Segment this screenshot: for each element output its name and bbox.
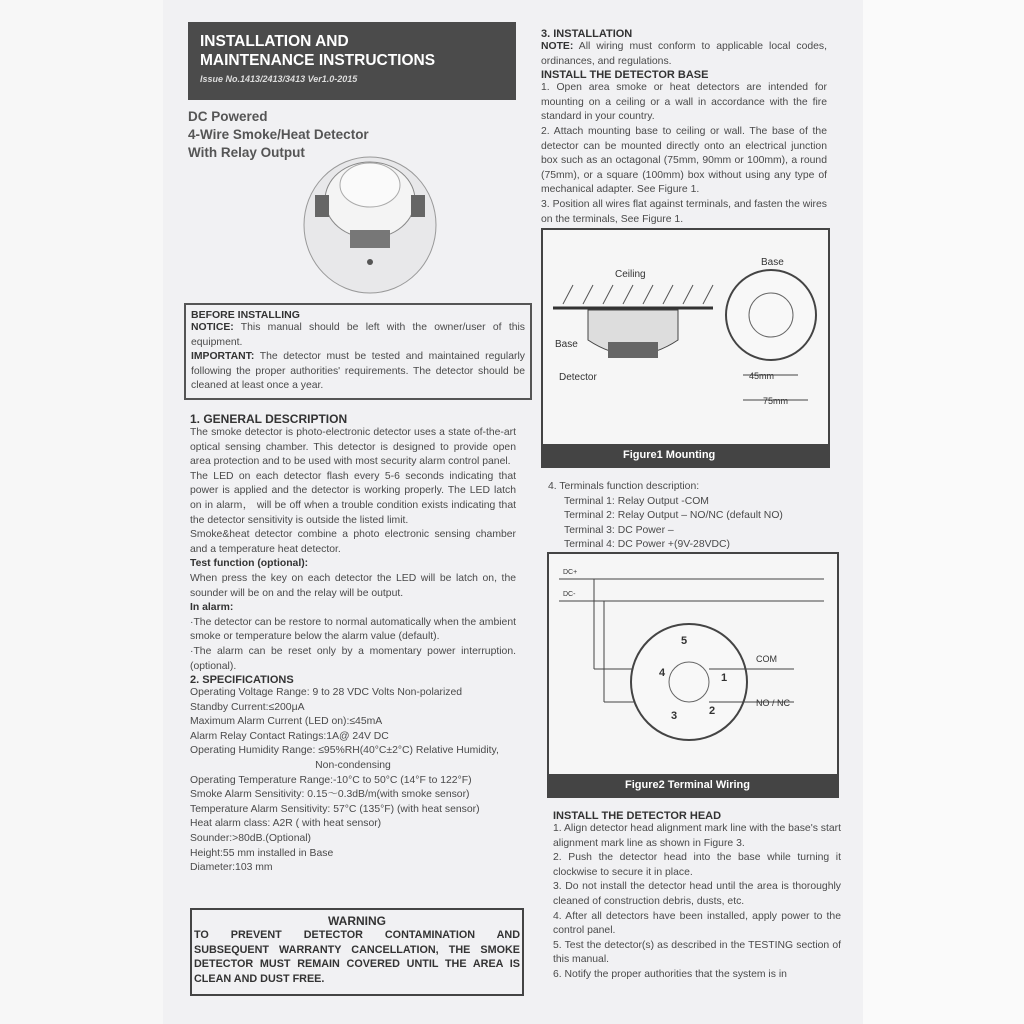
terminals-section bbox=[548, 480, 834, 553]
product-line1: DC Powered bbox=[188, 109, 268, 124]
list-item: Standby Current:≤200μA bbox=[190, 701, 305, 713]
no-nc-label: NO / NC bbox=[756, 698, 791, 708]
list-item: Height:55 mm installed in Base bbox=[190, 847, 334, 859]
list-item: 1. Align detector head alignment mark line with the base's start alignment mark line as shown in Figure 3. bbox=[553, 823, 841, 849]
background-left bbox=[0, 0, 165, 1024]
list-item: Terminal 2: Relay Output – NO/NC (default NO) bbox=[564, 510, 783, 522]
title-line2: MAINTENANCE INSTRUCTIONS bbox=[200, 52, 436, 69]
notice-text: This manual should be left with the owner/user of this equipment. bbox=[191, 322, 525, 348]
notice-label: NOTICE: bbox=[191, 322, 234, 333]
left-column bbox=[190, 412, 516, 876]
specs-list bbox=[190, 686, 516, 876]
list-item: Terminal 3: DC Power – bbox=[564, 524, 674, 536]
figure1-caption: Figure1 Mounting bbox=[543, 444, 828, 466]
terminals-heading: 4. Terminals function description: bbox=[548, 481, 700, 492]
general-heading: 1. GENERAL DESCRIPTION bbox=[190, 412, 348, 426]
terminal-3: 3 bbox=[671, 710, 678, 722]
list-item: 3. Do not install the detector head until the area is thoroughly cleaned of construction debris, dusts, etc. bbox=[553, 881, 841, 907]
list-item: Terminal 4: DC Power +(9V-28VDC) bbox=[564, 539, 731, 551]
base-heading: INSTALL THE DETECTOR BASE bbox=[541, 69, 709, 82]
note-text: All wiring must conform to applicable local codes, ordinances, and regulations. bbox=[541, 41, 827, 67]
product-line2: 4-Wire Smoke/Heat Detector bbox=[188, 127, 369, 142]
terminal-2: 2 bbox=[709, 705, 716, 717]
list-item: Sounder:>80dB.(Optional) bbox=[190, 833, 312, 845]
list-item: Terminal 1: Relay Output -COM bbox=[564, 495, 709, 507]
background-right bbox=[862, 0, 1024, 1024]
product-line3: With Relay Output bbox=[188, 145, 305, 160]
head-steps bbox=[553, 822, 841, 983]
base-step: 1. Open area smoke or heat detectors are intended for mounting on a ceiling or a wall in accordance with the fire standard in your country. bbox=[541, 82, 827, 123]
list-item: Heat alarm class: A2R ( with heat sensor) bbox=[190, 818, 382, 830]
warning-box bbox=[190, 908, 524, 996]
general-p3: Smoke&heat detector combine a photo electronic sensing chamber and a temperature heat detector. bbox=[190, 529, 516, 555]
title-line1: INSTALLATION AND bbox=[200, 33, 349, 50]
list-item: Alarm Relay Contact Ratings:1A@ 24V DC bbox=[190, 730, 389, 742]
note-label: NOTE: bbox=[541, 41, 574, 52]
head-heading: INSTALL THE DETECTOR HEAD bbox=[553, 810, 722, 822]
base-step: 3. Position all wires flat against terminals, and fasten the wires on the terminals, See Figure 1. bbox=[541, 198, 827, 225]
installation-section bbox=[541, 28, 827, 227]
dc-plus-label: DC+ bbox=[563, 569, 578, 576]
important-text: The detector must be tested and maintained regularly following the proper authorities' requirements. The detector should be cleaned at least once a year. bbox=[191, 351, 525, 392]
alarm-heading: In alarm: bbox=[190, 602, 234, 614]
base-top-label: Base bbox=[761, 257, 784, 268]
general-p2: The LED on each detector flash every 5-6 seconds indicating that power is applied and the detector is working properly. The LED latch on in alarm， will be off when a trouble condition exists indicating that the detector sensitivity is outside the listed limit. bbox=[190, 470, 516, 526]
list-item: Non-condensing bbox=[315, 760, 391, 772]
ceiling-label: Ceiling bbox=[615, 269, 646, 280]
com-label: COM bbox=[756, 654, 777, 664]
general-p1: The smoke detector is photo-electronic detector uses a state of-the-art optical sensing chamber. This detector is designed to provide open area protection and to be used with most security alarm control panel. bbox=[190, 427, 516, 468]
list-item: 2. Push the detector head into the base while turning it clockwise to secure it in place. bbox=[553, 852, 841, 878]
dim-45mm: 45mm bbox=[749, 371, 775, 381]
before-heading: BEFORE INSTALLING bbox=[191, 309, 300, 321]
title-banner bbox=[188, 22, 516, 100]
list-item: 6. Notify the proper authorities that the system is in bbox=[553, 968, 787, 980]
list-item: Operating Temperature Range:-10°C to 50°C (14°F to 122°F) bbox=[190, 774, 472, 786]
test-text: When press the key on each detector the LED will be latch on, the sounder will be on and the relay will be output. bbox=[190, 572, 516, 599]
terminals-list bbox=[548, 495, 834, 553]
installation-heading: 3. INSTALLATION bbox=[541, 28, 633, 40]
base-label: Base bbox=[555, 339, 578, 350]
test-heading: Test function (optional): bbox=[190, 558, 309, 570]
specs-heading: 2. SPECIFICATIONS bbox=[190, 674, 294, 687]
dc-minus-label: DC- bbox=[563, 591, 576, 598]
list-item: 5. Test the detector(s) as described in the TESTING section of this manual. bbox=[553, 939, 841, 966]
figure2-terminal-wiring bbox=[547, 552, 839, 798]
list-item: 4. After all detectors have been installed, apply power to the control panel. bbox=[553, 910, 841, 937]
issue-number: Issue No.1413/2413/3413 Ver1.0-2015 bbox=[200, 74, 358, 84]
list-item: Temperature Alarm Sensitivity: 57°C (135°F) (with heat sensor) bbox=[190, 803, 480, 815]
detector-label: Detector bbox=[559, 372, 597, 383]
alarm-text-2: ·The alarm can be reset only by a momentary power interruption. (optional). bbox=[190, 645, 516, 672]
warning-heading: WARNING bbox=[328, 914, 386, 928]
head-section bbox=[553, 810, 841, 983]
dim-75mm: 75mm bbox=[763, 396, 789, 406]
list-item: Diameter:103 mm bbox=[190, 862, 273, 874]
list-item: Smoke Alarm Sensitivity: 0.15～0.3dB/m(with smoke sensor) bbox=[190, 789, 470, 801]
terminal-4: 4 bbox=[659, 667, 666, 679]
alarm-text-1: ·The detector can be restore to normal automatically when the ambient smoke or temperature below the alarm value (default). bbox=[190, 616, 516, 643]
warning-text: TO PREVENT DETECTOR CONTAMINATION AND SUBSEQUENT WARRANTY CANCELLATION, THE SMOKE DETECTOR MUST REMAIN COVERED UNTIL THE AREA IS CLEAN AND DUST FREE. bbox=[194, 929, 520, 985]
list-item: Operating Humidity Range: ≤95%RH(40°C±2°C) Relative Humidity, bbox=[190, 745, 499, 757]
terminal-1: 1 bbox=[721, 672, 728, 684]
before-installing-box bbox=[184, 303, 532, 400]
figure1-mounting bbox=[541, 228, 830, 468]
list-item: Operating Voltage Range: 9 to 28 VDC Volts Non-polarized bbox=[190, 687, 463, 699]
base-step: 2. Attach mounting base to ceiling or wall. The base of the detector can be mounted directly onto an electrical junction box such as an octagonal (75mm, 90mm or 100mm), a round (75mm), or a square (100mm) box without using any type of mechanical adapter. See Figure 1. bbox=[541, 125, 827, 196]
important-label: IMPORTANT: bbox=[191, 351, 255, 363]
detector-image bbox=[300, 150, 440, 300]
list-item: Maximum Alarm Current (LED on):≤45mA bbox=[190, 716, 383, 728]
terminal-5: 5 bbox=[681, 635, 688, 647]
figure2-caption: Figure2 Terminal Wiring bbox=[549, 774, 837, 796]
